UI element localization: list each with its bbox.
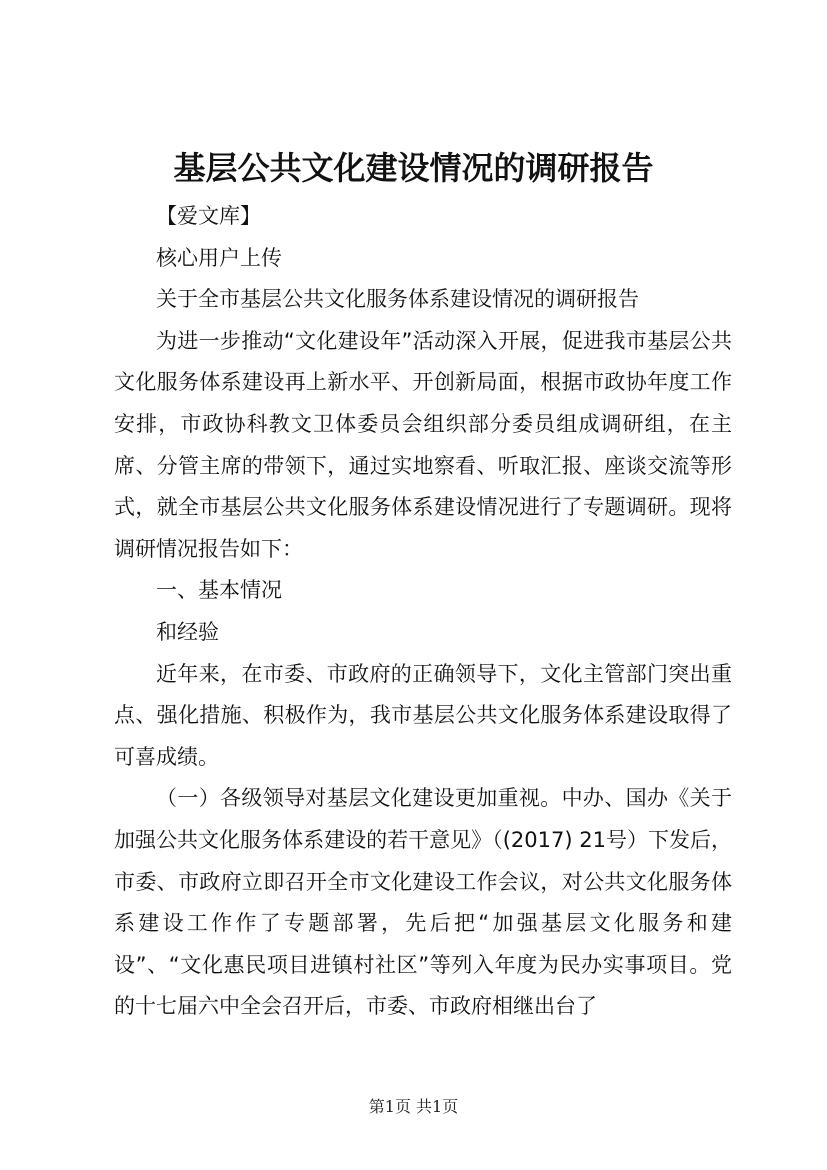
paragraph-report-subtitle: 关于全市基层公共文化服务体系建设情况的调研报告 (156, 287, 639, 312)
paragraph-section-heading-cont: 和经验 (156, 619, 219, 644)
document-title: 基层公共文化建设情况的调研报告 (173, 149, 654, 187)
paragraph-intro: 为进一步推动“文化建设年”活动深入开展，促进我市基层公共文化服务体系建设再上新水平、开创新局面，根据市政协年度工作安排，市政协科教文卫体委员会组织部分委员组成调研组，在主席、分管主席的带领下，通过实地察看、听取汇报、座谈交流等形式，就全市基层公共文化服务体系建设情况进行了专题调研。现将调研情况报告如下： (114, 328, 732, 561)
paragraph-source-tag: 【爱文库】 (156, 204, 261, 228)
document-body (114, 196, 732, 1028)
paragraph-point-one: （一）各级领导对基层文化建设更加重视。中办、国办《关于加强公共文化服务体系建设的若干意见》（(2017) 21号）下发后，市委、市政府立即召开全市文化建设工作会议，对公共文化服务体系建设工作作了专题部署，先后把“加强基层文化服务和建设”、“文化惠民项目进镇村社区”等列入年度为民办实事项目。党的十七届六中全会召开后，市委、市政府相继出台了 (114, 786, 732, 1019)
paragraph-section-heading: 一、基本情况 (156, 578, 282, 603)
paragraph-uploader: 核心用户上传 (156, 245, 282, 270)
paragraph-overview: 近年来，在市委、市政府的正确领导下，文化主管部门突出重点、强化措施、积极作为，我市基层公共文化服务体系建设取得了可喜成绩。 (114, 661, 732, 769)
page-footer: 第1页 共1页 (368, 1097, 459, 1116)
